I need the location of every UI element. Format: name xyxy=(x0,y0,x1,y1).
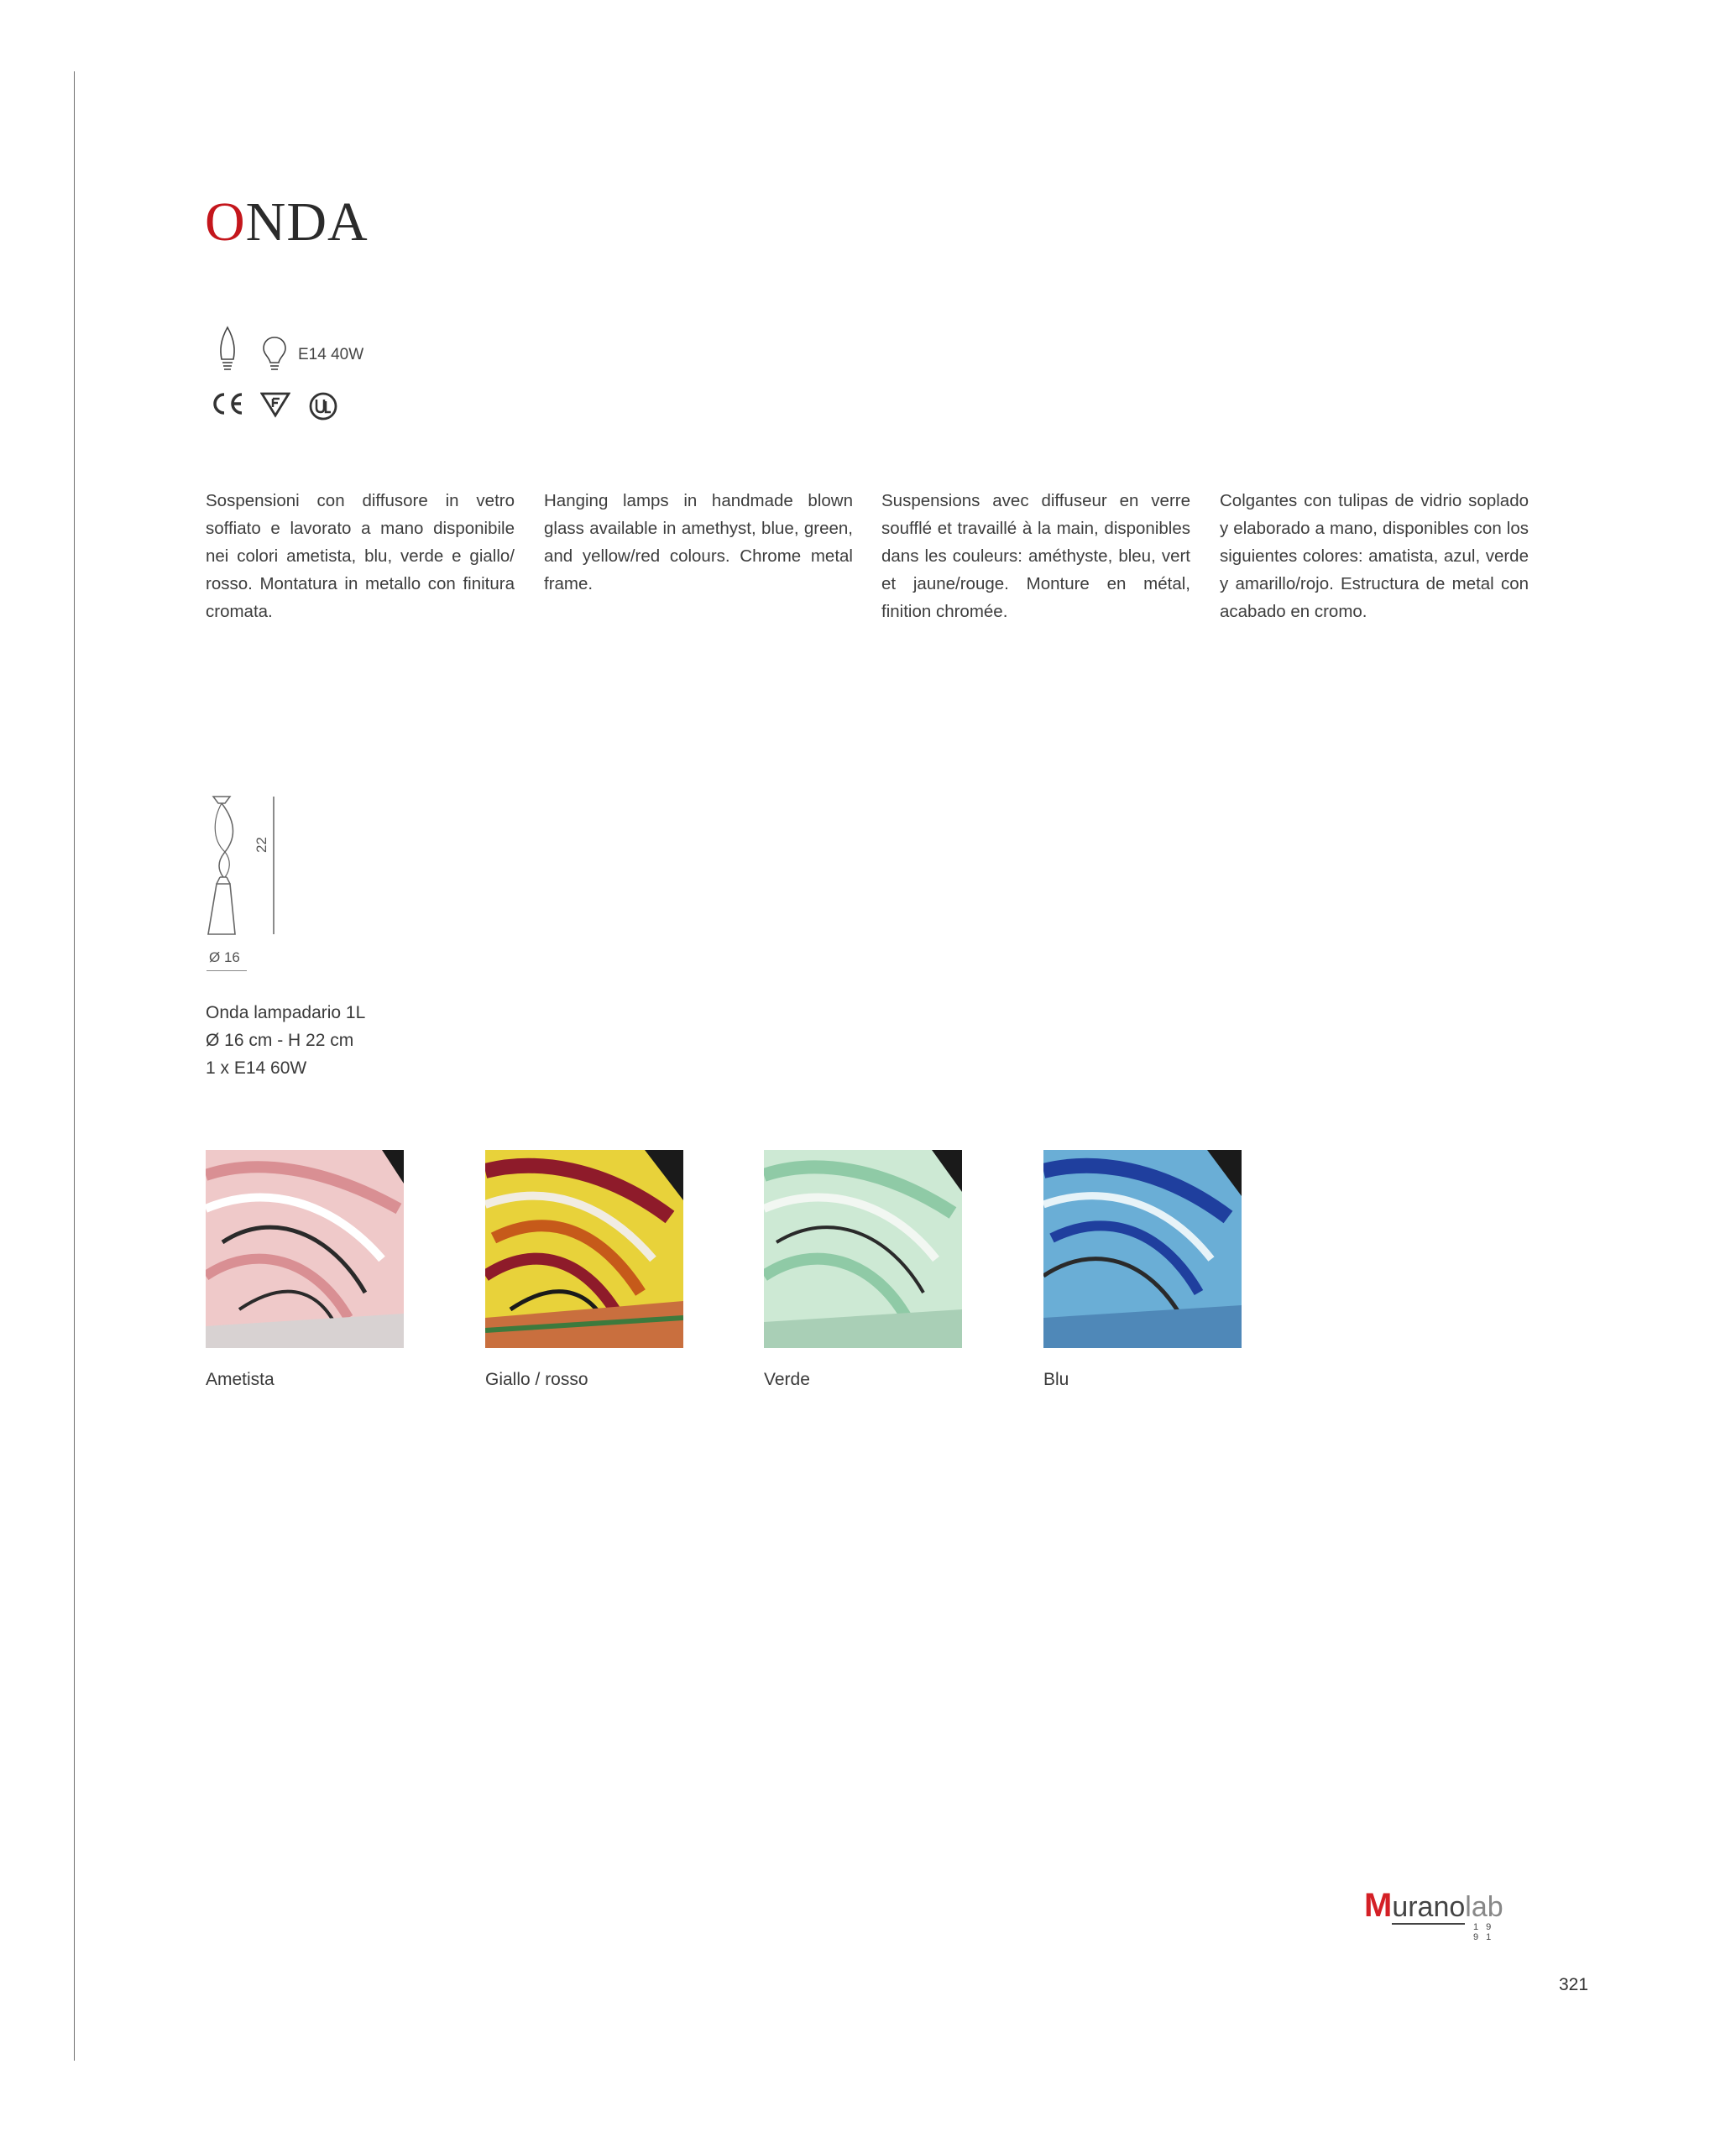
product-info xyxy=(206,999,365,1082)
swatch-label-giallo-rosso: Giallo / rosso xyxy=(485,1370,588,1389)
round-bulb-icon xyxy=(262,336,287,374)
height-dimension-label: 22 xyxy=(254,837,269,853)
swatch-ametista xyxy=(206,1150,404,1348)
logo-year: 1 9 9 1 xyxy=(1473,1922,1494,1942)
diameter-dimension-line xyxy=(207,970,247,971)
swatch-label-verde: Verde xyxy=(764,1370,810,1389)
candle-bulb-icon xyxy=(217,326,238,374)
description-fr: Suspensions avec diffuseur en verre soufflé et travaillé à la main, disponibles dans les couleurs: améthyste, bleu, vert et jaune/rouge. Monture en métal, finition chromée. xyxy=(881,491,1190,621)
bulb-spec: E14 40W xyxy=(298,346,364,363)
swatch-giallo-rosso xyxy=(485,1150,683,1348)
ul-mark-icon xyxy=(307,391,339,421)
product-dimensions: Ø 16 cm - H 22 cm xyxy=(206,1031,354,1050)
swatch-label-blu: Blu xyxy=(1043,1370,1069,1389)
swatch-blu xyxy=(1043,1150,1242,1348)
ce-mark-icon xyxy=(210,391,245,416)
description-es: Colgantes con tulipas de vidrio soplado y elaborado a mano, disponibles con los siguientes colores: amatista, azul, verde y amarillo/rojo. Estructura de metal con acabado en cromo. xyxy=(1220,491,1529,621)
muranolab-logo xyxy=(1364,1887,1503,1942)
product-name: Onda lampadario 1L xyxy=(206,1003,366,1022)
swatch-label-ametista: Ametista xyxy=(206,1370,275,1389)
description-it: Sospensioni con diffusore in vetro soffiato e lavorato a mano disponibile nei colori ametista, blu, verde e giallo/ rosso. Montatura in metallo con finitura cromata. xyxy=(206,491,515,621)
f-mark-icon xyxy=(260,391,290,418)
logo-suffix: lab xyxy=(1465,1891,1503,1923)
page-title: ONDA xyxy=(205,191,369,253)
lamp-technical-drawing xyxy=(200,793,280,940)
product-bulb: 1 x E14 60W xyxy=(206,1058,307,1078)
swatch-verde xyxy=(764,1150,962,1348)
logo-name: urano xyxy=(1392,1891,1466,1923)
page-number: 321 xyxy=(1559,1975,1589,1994)
description-en: Hanging lamps in handmade blown glass available in amethyst, blue, green, and yellow/red colours. Chrome metal frame. xyxy=(544,491,853,593)
margin-rule xyxy=(74,71,75,2061)
diameter-dimension-label: Ø 16 xyxy=(209,949,240,965)
logo-initial: M xyxy=(1364,1887,1393,1924)
